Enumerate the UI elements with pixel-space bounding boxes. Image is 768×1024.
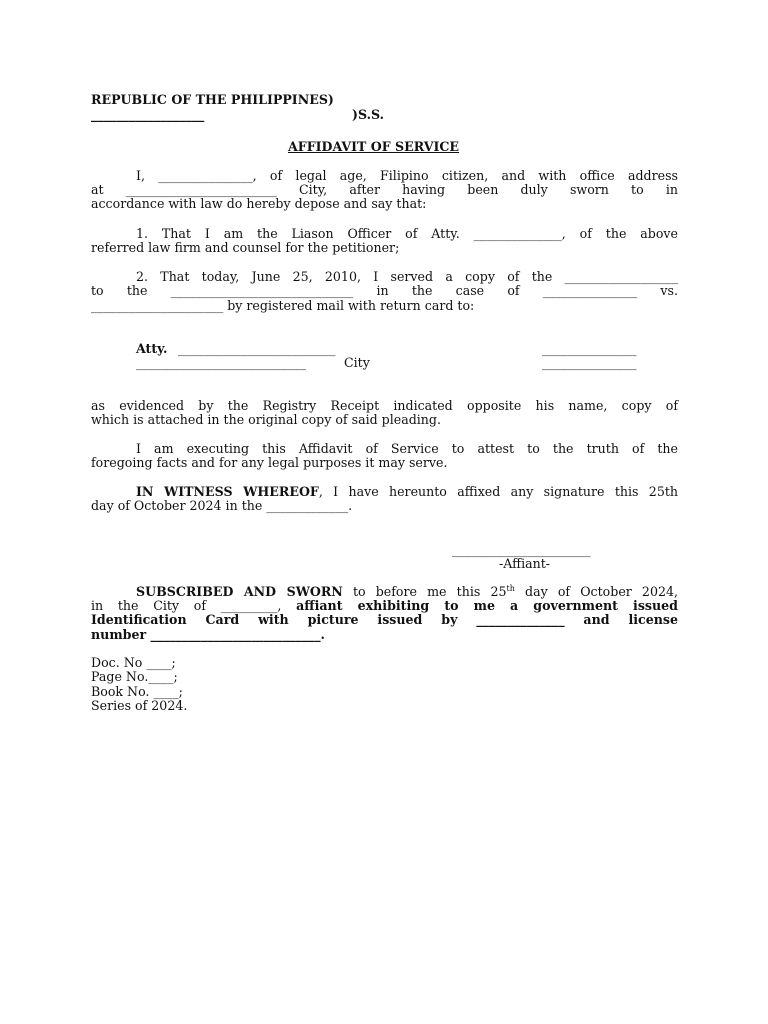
executing-line-1: I am executing this Affidavit of Service to attest to the truth of the (136, 441, 678, 456)
book-no: Book No. ____; (91, 684, 183, 699)
jurat-rest-b: day of October 2024, (514, 584, 678, 599)
jurat-rest-a: to before me this 25 (342, 584, 507, 599)
evidence-line-2: which is attached in the original copy of said pleading. (91, 412, 441, 427)
jurat-bold: SUBSCRIBED AND SWORN (136, 584, 343, 599)
intro-line-2: at ________________________ City, after having been duly sworn to in (91, 182, 678, 197)
executing-line-2: foregoing facts and for any legal purposes it may serve. (91, 455, 448, 470)
page-no: Page No.____; (91, 669, 178, 684)
city-label: City (344, 355, 370, 370)
city-blank: ___________________________ (136, 355, 307, 370)
atty-label: Atty. (136, 341, 168, 356)
para1-line-1: 1. That I am the Liason Officer of Atty. ______________, of the above (136, 226, 678, 241)
intro-line-1: I, _______________, of legal age, Filipino citizen, and with office address (136, 168, 678, 183)
jurat-sup: th (506, 583, 515, 593)
witness-line-2: day of October 2024 in the _____________. (91, 498, 353, 513)
ss-label: )S.S. (352, 107, 385, 122)
right-blank-2: _______________ (542, 355, 637, 370)
jurat-line-4: number ___________________________. (91, 627, 325, 642)
right-blank-1: _______________ (542, 341, 637, 356)
republic-heading: REPUBLIC OF THE PHILIPPINES) (91, 92, 334, 107)
jurat-line-3: Identification Card with picture issued by ______________ and license (91, 612, 678, 627)
venue-blank: __________________ (91, 107, 205, 122)
witness-rest: , I have hereunto affixed any signature this 25th (318, 484, 678, 499)
doc-no: Doc. No ____; (91, 655, 176, 670)
jurat-line-2-plain: in the City of _________, (91, 598, 297, 613)
document-title: AFFIDAVIT OF SERVICE (288, 139, 460, 154)
para1-line-2: referred law firm and counsel for the petitioner; (91, 240, 400, 255)
affiant-signature-line: ______________________ (452, 542, 591, 557)
affiant-label: -Affiant- (499, 556, 551, 571)
witness-bold: IN WITNESS WHEREOF (136, 484, 319, 499)
para2-line-3: _____________________ by registered mail with return card to: (91, 298, 475, 313)
series: Series of 2024. (91, 698, 188, 713)
para2-line-2: to the _____________________________ in the case of _______________ vs. (91, 283, 678, 298)
evidence-line-1: as evidenced by the Registry Receipt indicated opposite his name, copy of (91, 398, 678, 413)
intro-line-3: accordance with law do hereby depose and say that: (91, 196, 427, 211)
atty-name-blank: _________________________ (178, 341, 336, 356)
jurat-line-2-bold: affiant exhibiting to me a government issued (296, 598, 678, 613)
para2-line-1: 2. That today, June 25, 2010, I served a copy of the __________________ (136, 269, 678, 284)
